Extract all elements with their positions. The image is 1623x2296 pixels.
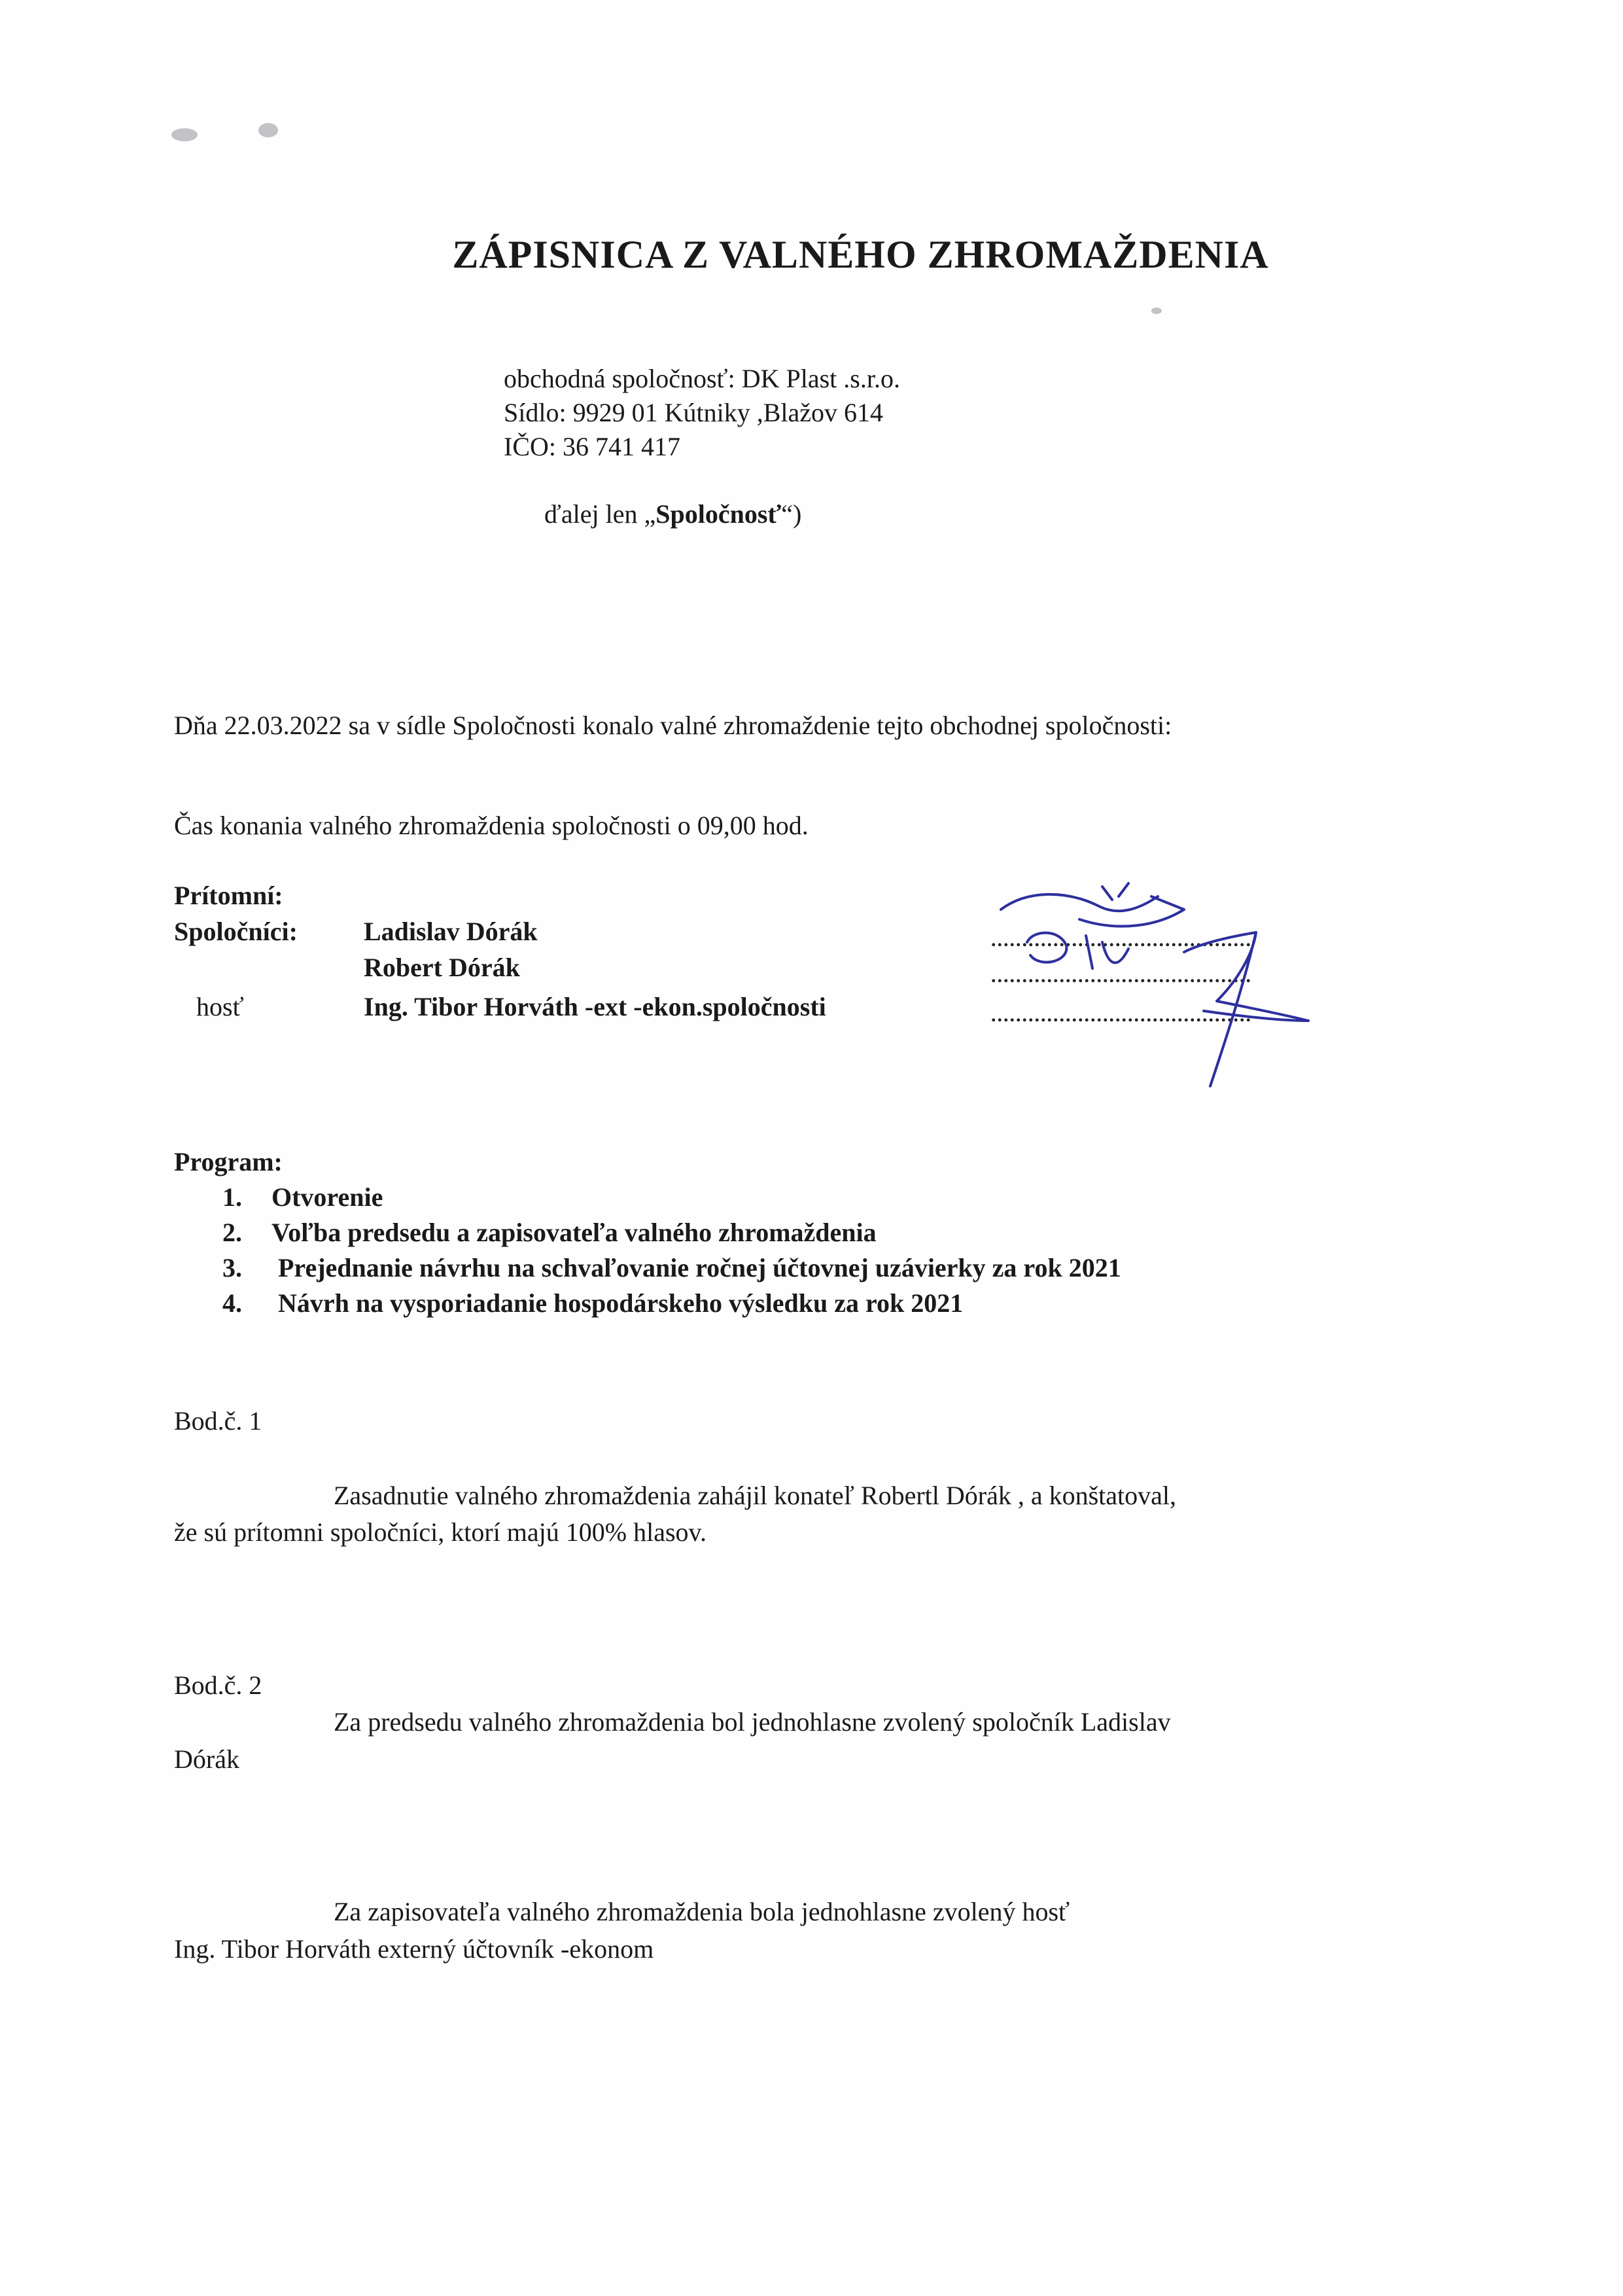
- signature-2-stroke: [1086, 936, 1128, 968]
- guest-label: hosť: [196, 992, 244, 1021]
- point-2-line-2: Dórák: [174, 1744, 239, 1774]
- alias-prefix: ďalej len „: [544, 499, 656, 529]
- signature-1-stroke: [1102, 883, 1128, 900]
- time-line: Čas konania valného zhromaždenia spoločnosti o 09,00 hod.: [174, 811, 809, 840]
- point-1-line-1: Zasadnutie valného zhromaždenia zahájil konateľ Robertl Dórák , a konštatoval,: [334, 1481, 1177, 1510]
- point-2-line-4: Ing. Tibor Horváth externý účtovník -ekonom: [174, 1934, 654, 1964]
- program-item-text: Návrh na vysporiadanie hospodárskeho výsledku za rok 2021: [278, 1288, 964, 1318]
- signature-line-1: ..........................................: [991, 929, 1252, 951]
- signature-3-stroke: [1184, 932, 1308, 1021]
- signature-line-3: ..........................................: [991, 1004, 1252, 1026]
- signature-2-stroke: [1027, 933, 1066, 963]
- program-item-number: 2.: [222, 1218, 242, 1247]
- signature-3-stroke: [1210, 932, 1256, 1086]
- company-ico-line: IČO: 36 741 417: [504, 432, 680, 461]
- program-item-text: Prejednanie návrhu na schvaľovanie ročnej účtovnej uzávierky za rok 2021: [278, 1253, 1121, 1282]
- partner-2-name: Robert Dórák: [364, 953, 520, 982]
- intro-line: Dňa 22.03.2022 sa v sídle Spoločnosti konalo valné zhromaždenie tejto obchodnej spoločnosti:: [174, 711, 1172, 740]
- program-item-number: 4.: [222, 1288, 242, 1318]
- company-seat-line: Sídlo: 9929 01 Kútniky ,Blažov 614: [504, 398, 883, 427]
- guest-name: Ing. Tibor Horváth -ext -ekon.spoločnosti: [364, 992, 826, 1021]
- point-2-line-1: Za predsedu valného zhromaždenia bol jednohlasne zvolený spoločník Ladislav: [334, 1707, 1171, 1737]
- signature-1-stroke: [1079, 896, 1184, 927]
- scan-speck: [171, 128, 198, 141]
- program-item-number: 3.: [222, 1253, 242, 1282]
- point-2-label: Bod.č. 2: [174, 1670, 262, 1700]
- program-item-text: Otvorenie: [271, 1182, 383, 1212]
- company-alias-line: [544, 499, 801, 529]
- document-title: ZÁPISNICA Z VALNÉHO ZHROMAŽDENIA: [452, 233, 1269, 276]
- company-name-line: obchodná spoločnosť: DK Plast .s.r.o.: [504, 364, 900, 393]
- alias-bold: Spoločnosť: [655, 499, 782, 529]
- scan-speck: [1151, 308, 1162, 314]
- signature-line-2: ..........................................: [991, 965, 1252, 987]
- point-1-line-2: že sú prítomni spoločníci, ktorí majú 100% hlasov.: [174, 1517, 707, 1547]
- present-label: Prítomní:: [174, 881, 283, 910]
- scan-speck: [258, 123, 278, 137]
- signature-scribbles: [988, 870, 1354, 1132]
- alias-suffix: “): [781, 499, 802, 529]
- program-item-number: 1.: [222, 1182, 242, 1212]
- partners-label: Spoločníci:: [174, 917, 298, 946]
- program-item-text: Voľba predsedu a zapisovateľa valného zhromaždenia: [271, 1218, 877, 1247]
- signature-1-stroke: [1001, 894, 1158, 911]
- point-2-line-3: Za zapisovateľa valného zhromaždenia bola jednohlasne zvolený hosť: [334, 1897, 1070, 1926]
- partner-1-name: Ladislav Dórák: [364, 917, 538, 946]
- program-label: Program:: [174, 1147, 283, 1176]
- point-1-label: Bod.č. 1: [174, 1406, 262, 1436]
